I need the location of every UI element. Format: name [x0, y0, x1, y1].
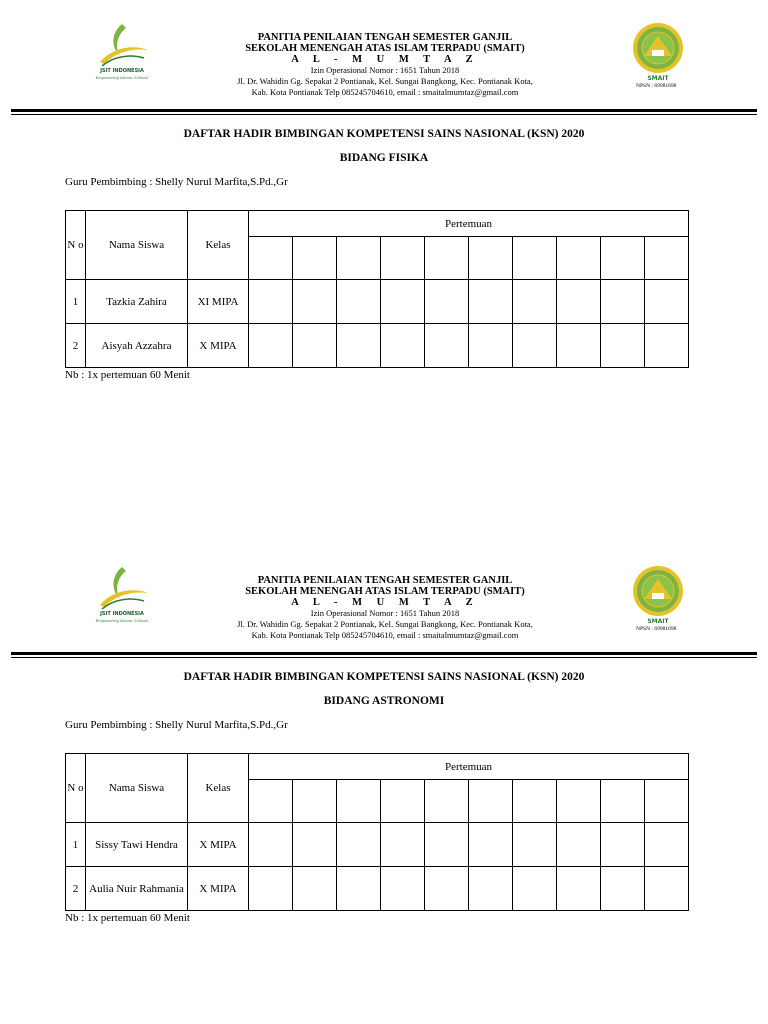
student-class: XI MIPA [188, 280, 249, 324]
smait-logo [630, 565, 686, 631]
attendance-cell [337, 823, 381, 867]
table-row [66, 867, 689, 911]
letterhead-text [200, 575, 570, 641]
table-row [66, 280, 689, 324]
attendance-cell [513, 823, 557, 867]
letterhead [0, 543, 768, 651]
student-class: X MIPA [188, 324, 249, 368]
meeting-cell [513, 237, 557, 280]
meeting-cell [293, 780, 337, 823]
student-name: Sissy Tawi Hendra [86, 823, 188, 867]
meeting-cell [601, 237, 645, 280]
jsit-logo-tagline: Empowering Islamic Schools [95, 619, 149, 623]
meeting-cell [381, 237, 425, 280]
attendance-cell [469, 867, 513, 911]
table-header-row [66, 211, 689, 237]
attendance-cell [293, 867, 337, 911]
student-no: 2 [66, 324, 86, 368]
field-title: BIDANG FISIKA [339, 152, 429, 164]
attendance-cell [557, 324, 601, 368]
header-meetings: Pertemuan [249, 754, 689, 780]
student-no: 1 [66, 823, 86, 867]
attendance-cell [601, 867, 645, 911]
field-title: BIDANG ASTRONOMI [323, 695, 445, 707]
letterhead [0, 0, 768, 108]
attendance-cell [557, 823, 601, 867]
meeting-cell [601, 780, 645, 823]
school-type: SEKOLAH MENENGAH ATAS ISLAM TERPADU (SMAIT) [245, 43, 525, 54]
meeting-cell [425, 237, 469, 280]
meeting-cell [513, 780, 557, 823]
student-name: Tazkia Zahira [86, 280, 188, 324]
attendance-cell [469, 324, 513, 368]
header-divider [11, 652, 757, 655]
header-name: Nama Siswa [86, 754, 188, 823]
jsit-logo-text: JSIT INDONESIA [100, 611, 144, 617]
attendance-cell [425, 867, 469, 911]
attendance-cell [469, 280, 513, 324]
attendance-cell [425, 823, 469, 867]
attendance-cell [249, 823, 293, 867]
header-divider-thin [11, 657, 757, 658]
address-line-2: Kab. Kota Pontianak Telp 085245704610, email : smaitalmumtaz@gmail.com [251, 630, 519, 640]
school-name: A L - M U M T A Z [291, 597, 479, 608]
header-divider-thin [11, 114, 757, 115]
attendance-cell [601, 280, 645, 324]
attendance-cell [425, 324, 469, 368]
table-row [66, 823, 689, 867]
school-type: SEKOLAH MENENGAH ATAS ISLAM TERPADU (SMAIT) [245, 586, 525, 597]
attendance-cell [425, 280, 469, 324]
attendance-cell [381, 324, 425, 368]
teacher-name: Guru Pembimbing : Shelly Nurul Marfita,S.Pd.,Gr [65, 719, 288, 731]
attendance-section-astronomi [0, 543, 768, 924]
note: Nb : 1x pertemuan 60 Menit [65, 912, 190, 924]
attendance-cell [645, 324, 689, 368]
address-line-1: Jl. Dr. Wahidin Gg. Sepakat 2 Pontianak, Kel. Sungai Bangkong, Kec. Pontianak Kota, [237, 76, 533, 86]
document-title: DAFTAR HADIR BIMBINGAN KOMPETENSI SAINS NASIONAL (KSN) 2020 [183, 128, 585, 140]
teacher-name: Guru Pembimbing : Shelly Nurul Marfita,S.Pd.,Gr [65, 176, 288, 188]
attendance-cell [249, 280, 293, 324]
student-class: X MIPA [188, 867, 249, 911]
meeting-cell [249, 780, 293, 823]
document-title: DAFTAR HADIR BIMBINGAN KOMPETENSI SAINS NASIONAL (KSN) 2020 [183, 671, 585, 683]
attendance-cell [513, 280, 557, 324]
attendance-cell [513, 324, 557, 368]
header-no: N o [66, 211, 86, 280]
header-meetings: Pertemuan [249, 211, 689, 237]
committee-name: PANITIA PENILAIAN TENGAH SEMESTER GANJIL [257, 32, 513, 43]
meeting-cell [469, 780, 513, 823]
student-no: 2 [66, 867, 86, 911]
meeting-cell [337, 780, 381, 823]
jsit-logo [92, 22, 152, 82]
attendance-cell [337, 324, 381, 368]
header-name: Nama Siswa [86, 211, 188, 280]
table-row [66, 324, 689, 368]
attendance-cell [513, 867, 557, 911]
meeting-cell [425, 780, 469, 823]
jsit-logo-text: JSIT INDONESIA [100, 68, 144, 74]
attendance-cell [381, 280, 425, 324]
attendance-cell [337, 280, 381, 324]
meeting-cell [557, 780, 601, 823]
address-line-2: Kab. Kota Pontianak Telp 085245704610, email : smaitalmumtaz@gmail.com [251, 87, 519, 97]
meeting-cell [645, 780, 689, 823]
letterhead-text [200, 32, 570, 98]
meeting-cell [381, 780, 425, 823]
attendance-cell [601, 324, 645, 368]
jsit-logo [92, 565, 152, 625]
attendance-cell [249, 324, 293, 368]
header-no: N o [66, 754, 86, 823]
header-class: Kelas [188, 211, 249, 280]
school-name: A L - M U M T A Z [291, 54, 479, 65]
attendance-cell [249, 867, 293, 911]
attendance-table [65, 210, 689, 368]
attendance-cell [645, 280, 689, 324]
student-name: Aulia Nuir Rahmania [86, 867, 188, 911]
student-no: 1 [66, 280, 86, 324]
address-line-1: Jl. Dr. Wahidin Gg. Sepakat 2 Pontianak, Kel. Sungai Bangkong, Kec. Pontianak Kota, [237, 619, 533, 629]
meeting-cell [337, 237, 381, 280]
note: Nb : 1x pertemuan 60 Menit [65, 369, 190, 381]
smait-logo [630, 22, 686, 88]
smait-logo-text: SMAIT [647, 75, 669, 82]
attendance-section-fisika [0, 0, 768, 381]
attendance-cell [645, 823, 689, 867]
attendance-table [65, 753, 689, 911]
meeting-cell [293, 237, 337, 280]
attendance-cell [557, 280, 601, 324]
meeting-cell [249, 237, 293, 280]
permit-number: Izin Operasional Nomor : 1651 Tahun 2018 [310, 608, 460, 618]
attendance-cell [293, 324, 337, 368]
student-class: X MIPA [188, 823, 249, 867]
header-divider [11, 109, 757, 112]
meeting-cell [557, 237, 601, 280]
meeting-cell [645, 237, 689, 280]
attendance-cell [293, 823, 337, 867]
smait-logo-text: SMAIT [647, 618, 669, 625]
npsn: NPSN : 69981698 [636, 83, 677, 89]
attendance-cell [601, 823, 645, 867]
header-class: Kelas [188, 754, 249, 823]
jsit-logo-tagline: Empowering Islamic Schools [95, 76, 149, 80]
table-header-row [66, 754, 689, 780]
meeting-cell [469, 237, 513, 280]
attendance-cell [337, 867, 381, 911]
attendance-cell [381, 823, 425, 867]
attendance-cell [381, 867, 425, 911]
student-name: Aisyah Azzahra [86, 324, 188, 368]
attendance-cell [469, 823, 513, 867]
npsn: NPSN : 69981698 [636, 626, 677, 632]
attendance-cell [557, 867, 601, 911]
attendance-cell [293, 280, 337, 324]
attendance-cell [645, 867, 689, 911]
committee-name: PANITIA PENILAIAN TENGAH SEMESTER GANJIL [257, 575, 513, 586]
permit-number: Izin Operasional Nomor : 1651 Tahun 2018 [310, 65, 460, 75]
